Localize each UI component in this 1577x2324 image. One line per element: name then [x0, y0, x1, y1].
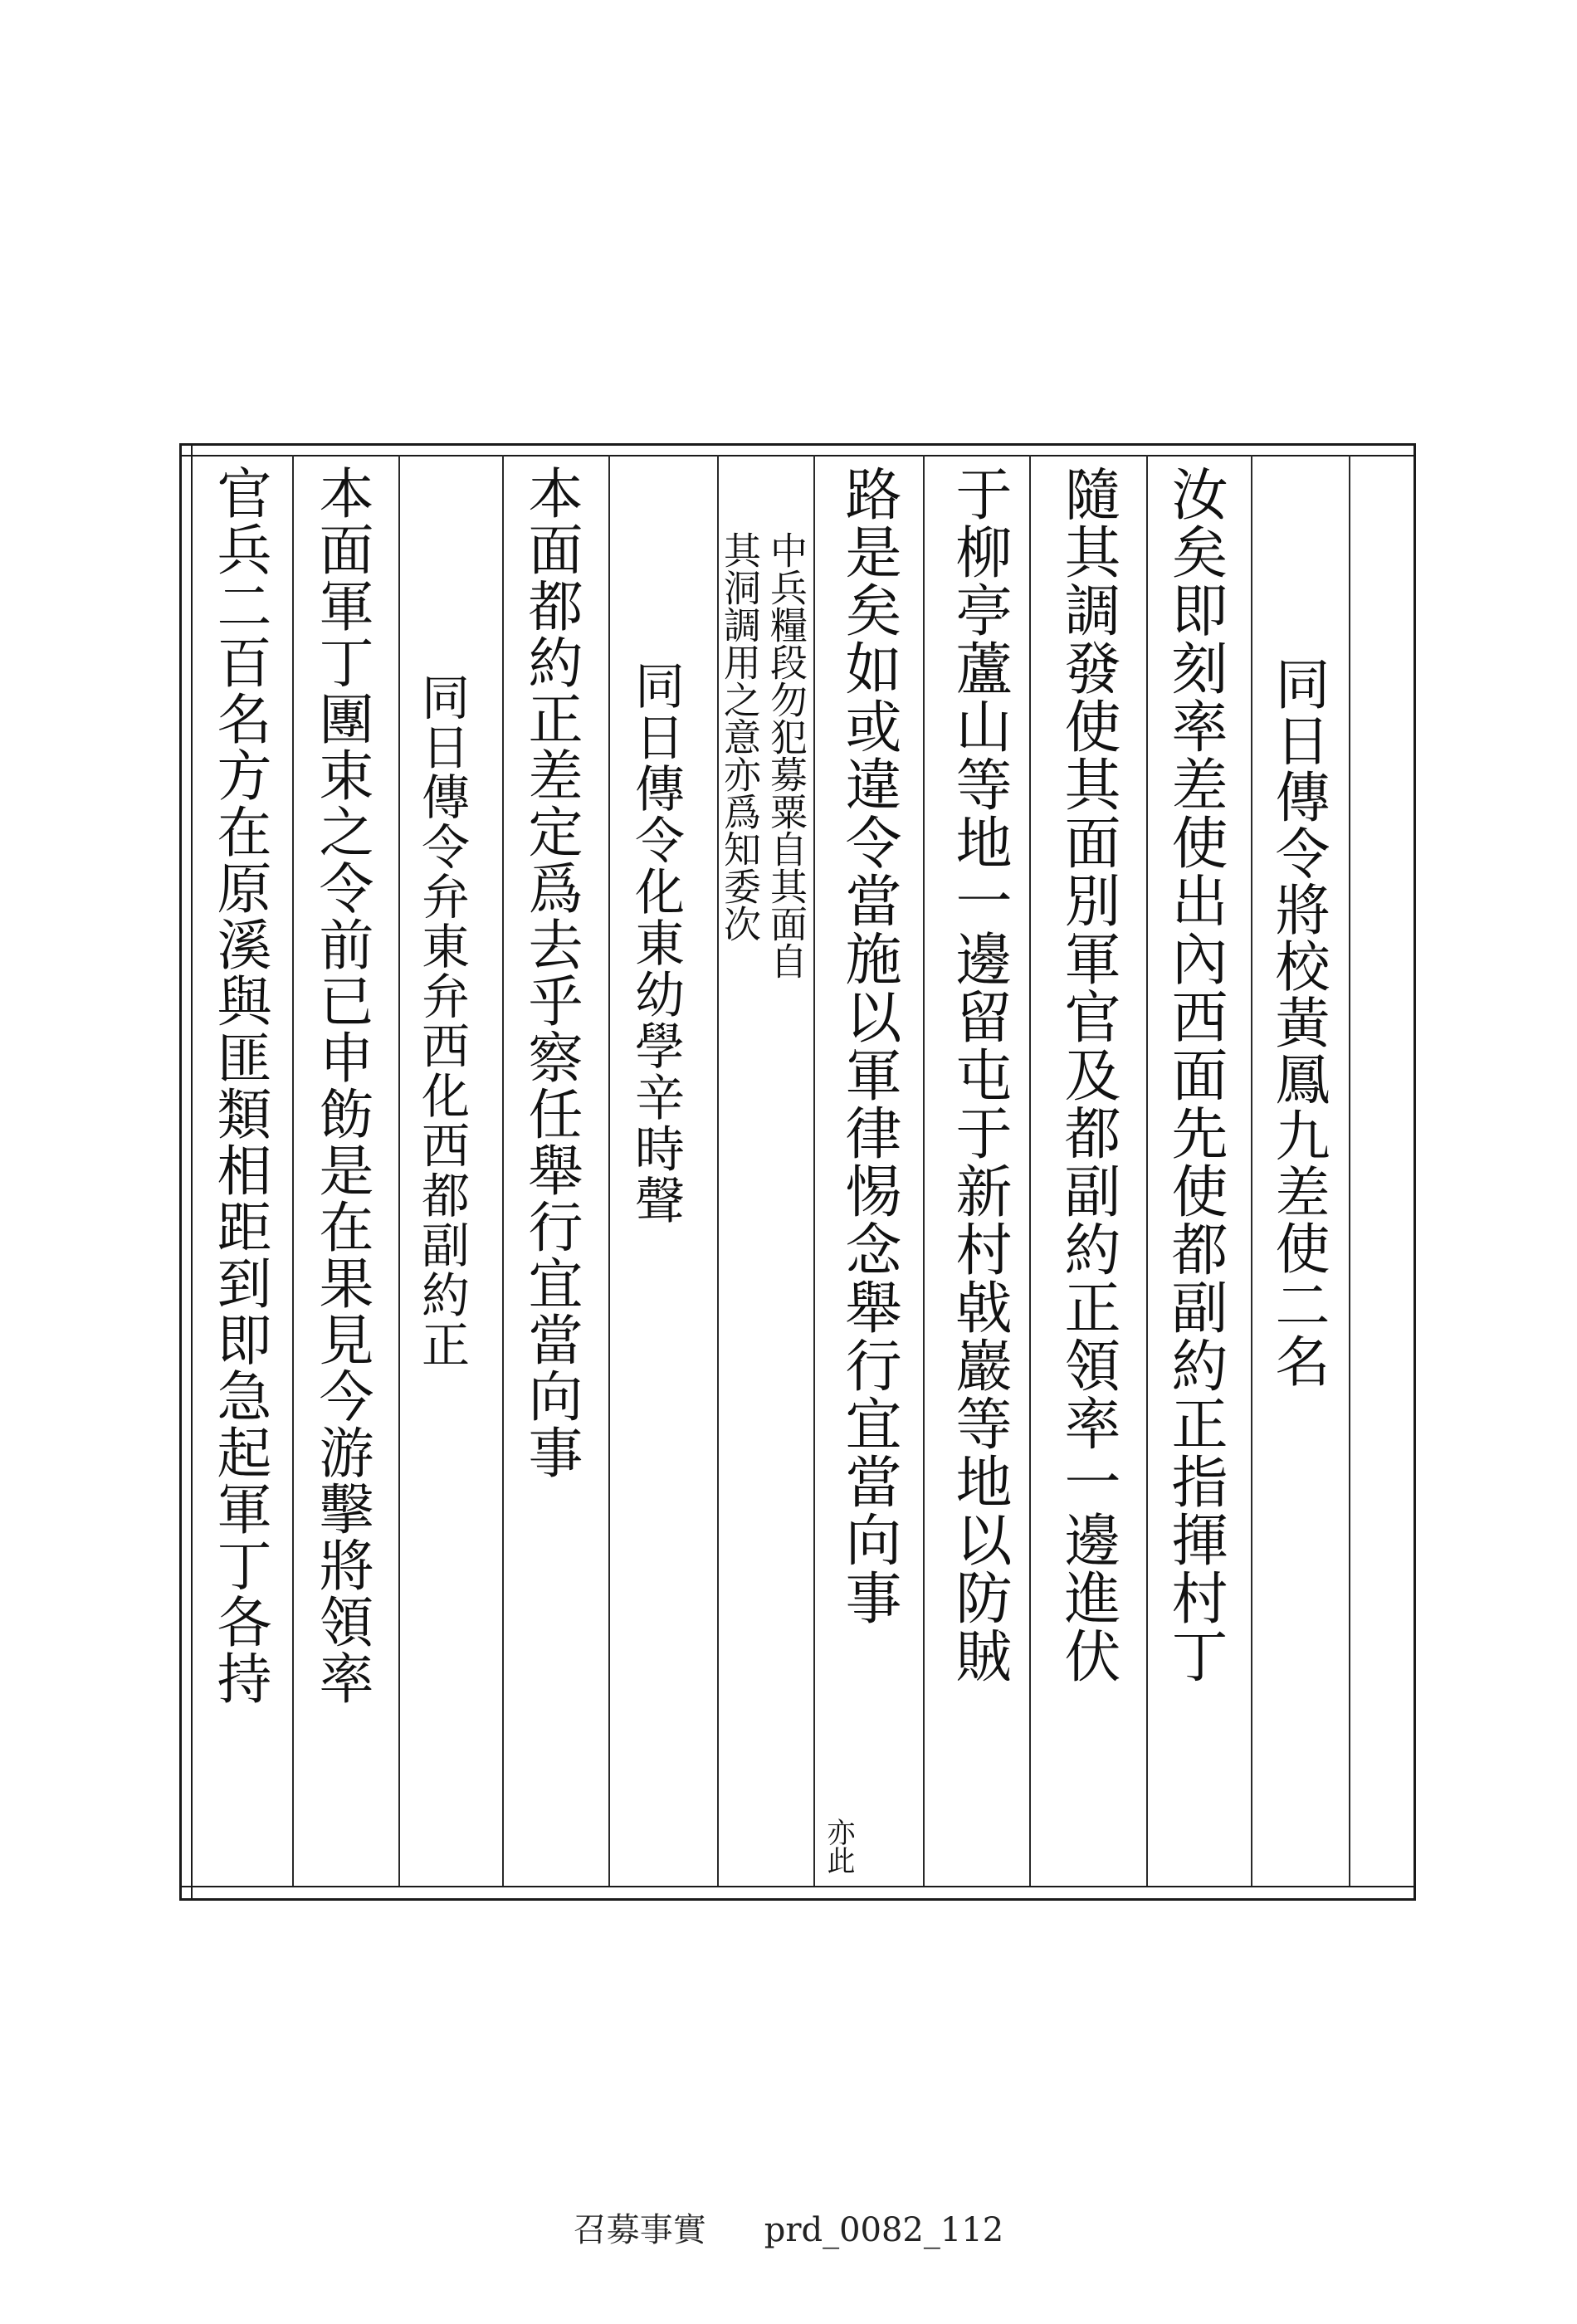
- column-rule: [813, 455, 815, 1886]
- text-column: 同日傳令弁東弁西化西都副約正: [413, 672, 470, 1370]
- text-column: 同日傳令將校黃鳳九差使二名: [1266, 656, 1330, 1389]
- frame-bottom-rule: [179, 1886, 1416, 1887]
- margin-note: 亦此: [822, 1818, 855, 1874]
- footer: [0, 2204, 1577, 2251]
- text-column: 官兵二百名方在原溪與匪類相距到即急起軍丁各持: [208, 465, 271, 1706]
- column-rule: [1146, 455, 1148, 1886]
- footer-title: 召募事實: [573, 2211, 706, 2249]
- text-column: 同日傳令化東幼學辛時聲: [627, 660, 685, 1226]
- column-rule: [1349, 455, 1350, 1886]
- column-rule: [292, 455, 294, 1886]
- frame-top-rule: [179, 455, 1416, 456]
- frame-left-rule: [191, 443, 193, 1901]
- annotation-column: 其洞調用之意亦爲知委次: [717, 531, 761, 942]
- annotation-column: 中兵糧段勿犯募粟自其面自: [764, 531, 808, 979]
- text-column: 路是矣如或違令當施以軍律惕念舉行宜當向事: [836, 465, 901, 1627]
- column-rule: [608, 455, 610, 1886]
- text-column: 汝矣即刻率差使出內西面先使都副約正指揮村丁: [1162, 465, 1228, 1685]
- text-column: 本面軍丁團束之令前已申飭是在果見今游擊將領率: [310, 465, 374, 1706]
- column-rule: [1029, 455, 1031, 1886]
- text-column: 于柳亭蘆山等地一邊留屯于新村㦸巖等地以防賊: [946, 465, 1012, 1685]
- column-rule: [923, 455, 925, 1886]
- column-rule: [1251, 455, 1252, 1886]
- column-rule: [502, 455, 504, 1886]
- column-rule: [398, 455, 400, 1886]
- text-column: 本面都約正差定爲去乎察任舉行宜當向事: [519, 465, 583, 1481]
- text-column: 隨其調發使其面別軍官及都副約正領率一邊進伏: [1055, 465, 1120, 1685]
- footer-page-id: prd_0082_112: [764, 2211, 1004, 2249]
